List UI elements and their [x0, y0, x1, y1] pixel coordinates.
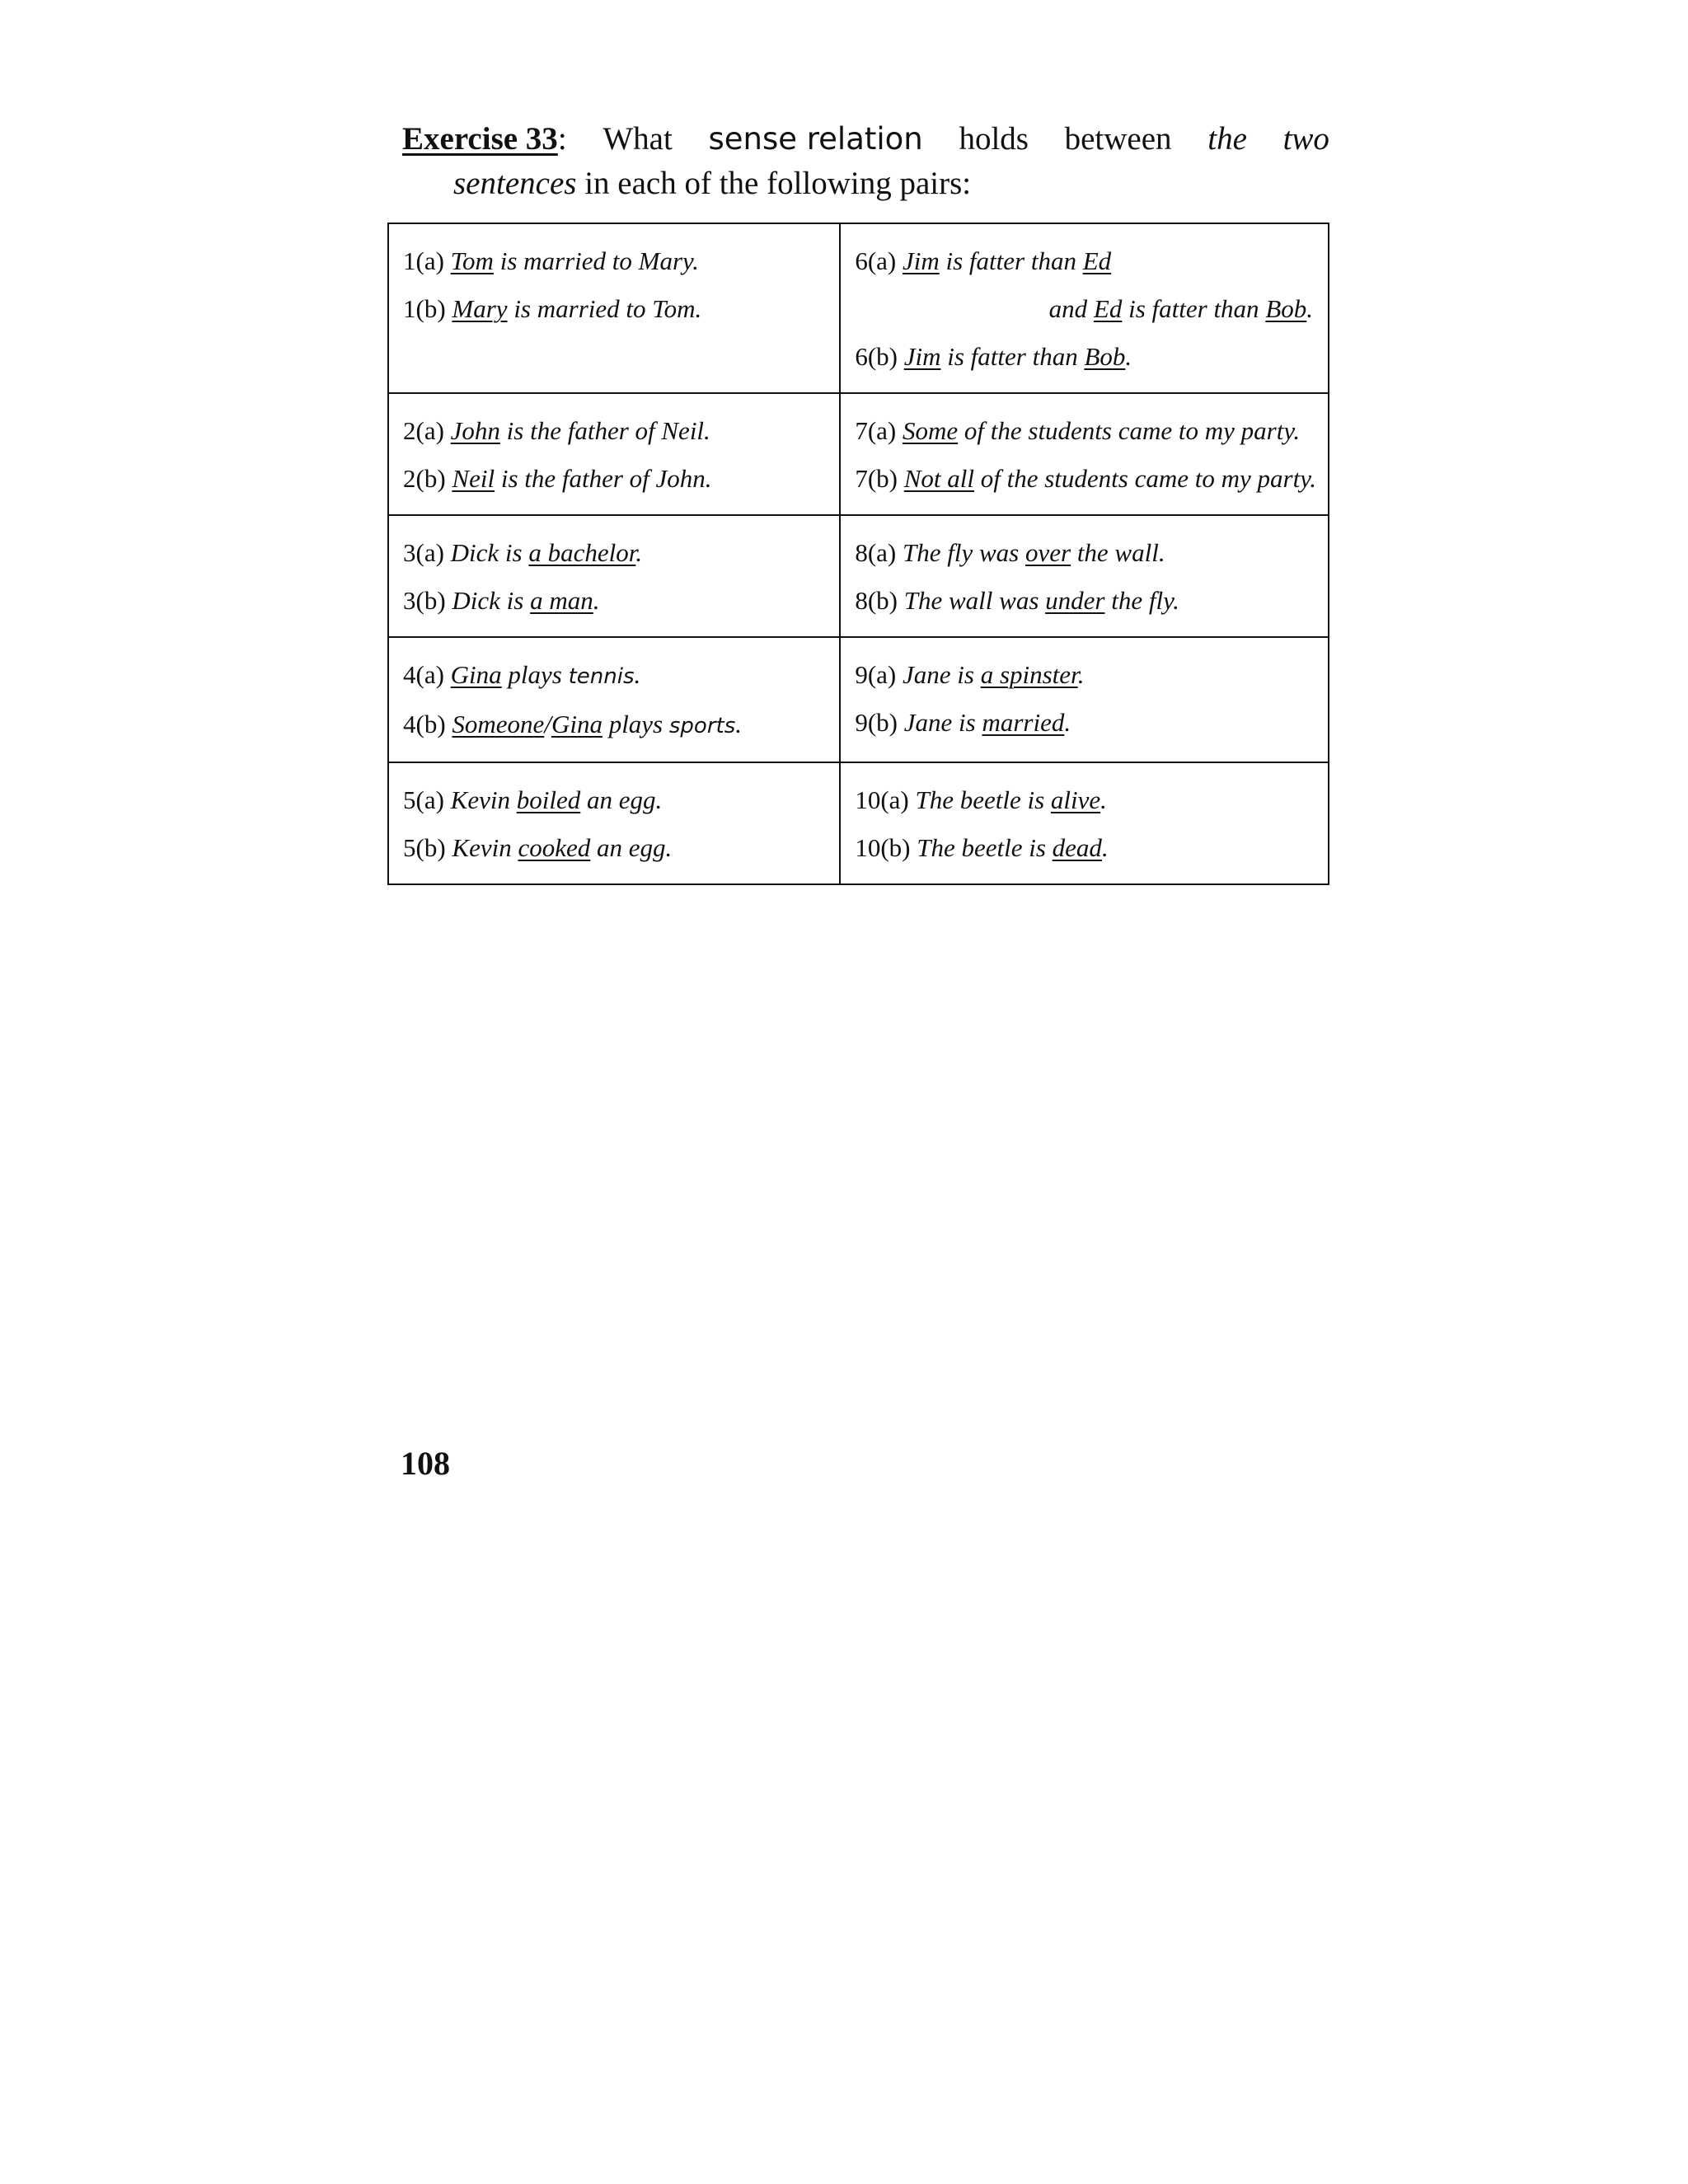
sentence-end: .: [1077, 660, 1085, 689]
underlined-word: Ed: [1093, 294, 1123, 323]
sentence-2b: [403, 455, 828, 503]
table-row: [388, 637, 1329, 762]
sentence-text: the fly.: [1111, 586, 1179, 615]
sentence-pairs-table: [387, 223, 1329, 885]
exercise-label-group: [402, 117, 567, 162]
sentence-text: Jane is: [902, 660, 974, 689]
sentence-text: plays: [608, 710, 663, 738]
sentence-9b: [855, 699, 1316, 747]
item-number: 1(b): [403, 294, 446, 323]
sentence-text: Jane is: [903, 708, 976, 737]
sentence-text: is married to Tom.: [513, 294, 702, 323]
sentence-1a: [403, 237, 828, 285]
sentence-1b: [403, 285, 828, 333]
sans-word: sports: [668, 714, 736, 738]
item-number: 7(a): [855, 416, 897, 445]
sentence-text: is married to Mary.: [499, 246, 699, 275]
sentence-5a: [403, 776, 828, 824]
underlined-word: Tom: [450, 246, 494, 275]
underlined-word: Gina: [551, 710, 603, 738]
word-sentences: sentences: [453, 166, 577, 201]
item-number: 7(b): [855, 464, 898, 493]
sentence-text: Dick is: [450, 538, 523, 567]
item-number: 10(b): [855, 833, 911, 862]
table-cell-left: [388, 515, 840, 637]
underlined-word: Mary: [452, 294, 508, 323]
item-number: 9(b): [855, 708, 898, 737]
table-cell-left: [388, 223, 840, 393]
sentence-6a: [855, 237, 1316, 285]
underlined-word: John: [450, 416, 500, 445]
table-row: [388, 515, 1329, 637]
table-cell-right: [840, 637, 1329, 762]
sentence-10a: [855, 776, 1316, 824]
sentence-end: .: [634, 660, 641, 689]
item-number: 9(a): [855, 660, 897, 689]
sentence-4b: [403, 701, 828, 750]
sentence-text: an egg.: [597, 833, 673, 862]
sentence-end: .: [1100, 785, 1107, 814]
word-between: between: [1064, 121, 1172, 157]
sentence-text: Dick is: [452, 586, 524, 615]
item-number: 6(a): [855, 246, 897, 275]
sentence-7b: [855, 455, 1316, 503]
sentence-6b: [855, 333, 1316, 381]
sentence-text: Kevin: [452, 833, 512, 862]
table-row: [388, 223, 1329, 393]
page-number: 108: [401, 1445, 450, 1482]
table-cell-left: [388, 393, 840, 515]
underlined-word: over: [1025, 538, 1071, 567]
sentence-10b: [855, 824, 1316, 872]
table-cell-right: [840, 223, 1329, 393]
sentence-4a: [403, 651, 828, 701]
item-number: 4(a): [403, 660, 444, 689]
sentence-text: The beetle is: [917, 833, 1046, 862]
exercise-title: Exercise 33: [402, 121, 558, 157]
underlined-word: cooked: [518, 833, 591, 862]
keyword-sense-relation: sense relation: [708, 121, 923, 157]
heading-line-1: [402, 117, 1329, 162]
item-number: 1(a): [403, 246, 444, 275]
underlined-word: Bob: [1084, 342, 1126, 371]
underlined-word: a man: [530, 586, 593, 615]
sentence-text: The fly was: [902, 538, 1020, 567]
sentence-text: the wall.: [1076, 538, 1165, 567]
sentence-5b: [403, 824, 828, 872]
sentence-text: an egg.: [586, 785, 663, 814]
item-number: 5(b): [403, 833, 446, 862]
underlined-word: boiled: [516, 785, 581, 814]
exercise-colon: :: [557, 121, 567, 157]
sentence-end: .: [635, 538, 643, 567]
table-cell-left: [388, 637, 840, 762]
slash: /: [544, 710, 551, 738]
underlined-word: Someone: [452, 710, 545, 738]
sentence-6a-continued: [855, 285, 1316, 333]
table-cell-right: [840, 393, 1329, 515]
sentence-text: The beetle is: [915, 785, 1045, 814]
underlined-word: Not all: [903, 464, 974, 493]
underlined-word: Some: [902, 416, 959, 445]
underlined-word: a bachelor: [528, 538, 636, 567]
table-cell-left: [388, 762, 840, 884]
sentence-8b: [855, 577, 1316, 625]
underlined-word: Jim: [903, 342, 941, 371]
item-number: 8(b): [855, 586, 898, 615]
underlined-word: married: [982, 708, 1065, 737]
sentence-7a: [855, 407, 1316, 455]
underlined-word: a spinster: [980, 660, 1078, 689]
word-holds: holds: [959, 121, 1029, 157]
underlined-word: Bob: [1265, 294, 1307, 323]
sentence-text: of the students came to my party.: [980, 464, 1316, 493]
table-row: [388, 393, 1329, 515]
sentence-end: .: [593, 586, 600, 615]
sentence-text: is the father of John.: [500, 464, 712, 493]
table-cell-right: [840, 515, 1329, 637]
sentence-end: .: [1064, 708, 1071, 737]
sentence-end: .: [1101, 833, 1109, 862]
word-two: two: [1282, 121, 1329, 157]
item-number: 5(a): [403, 785, 444, 814]
sentence-8a: [855, 529, 1316, 577]
sentence-text: plays: [508, 660, 562, 689]
table-cell-right: [840, 762, 1329, 884]
sentence-text: and: [1048, 294, 1088, 323]
sentence-text: is fatter than: [945, 246, 1076, 275]
sentence-text: of the students came to my party.: [964, 416, 1301, 445]
sentence-3a: [403, 529, 828, 577]
table-row: [388, 762, 1329, 884]
underlined-word: Ed: [1082, 246, 1112, 275]
item-number: 6(b): [855, 342, 898, 371]
underlined-word: alive: [1050, 785, 1101, 814]
sentence-3b: [403, 577, 828, 625]
item-number: 2(b): [403, 464, 446, 493]
sentence-2a: [403, 407, 828, 455]
sentence-end: .: [1125, 342, 1132, 371]
exercise-heading: [402, 117, 1329, 206]
sentence-text: is the father of Neil.: [506, 416, 710, 445]
item-number: 3(b): [403, 586, 446, 615]
sentence-9a: [855, 651, 1316, 699]
heading-line-2: [402, 162, 1329, 206]
item-number: 10(a): [855, 785, 909, 814]
sans-word: tennis: [568, 664, 635, 689]
word-what: What: [603, 121, 673, 157]
sentence-text: is fatter than: [947, 342, 1078, 371]
word-the: the: [1207, 121, 1247, 157]
item-number: 4(b): [403, 710, 446, 738]
underlined-word: Neil: [452, 464, 495, 493]
sentence-text: is fatter than: [1128, 294, 1259, 323]
underlined-word: dead: [1052, 833, 1102, 862]
sentence-text: Kevin: [450, 785, 510, 814]
sentence-end: .: [735, 710, 743, 738]
sentence-text: The wall was: [903, 586, 1039, 615]
sentence-end: .: [1306, 294, 1313, 323]
underlined-word: Jim: [902, 246, 940, 275]
item-number: 8(a): [855, 538, 897, 567]
underlined-word: Gina: [450, 660, 502, 689]
item-number: 2(a): [403, 416, 444, 445]
heading-rest: in each of the following pairs:: [584, 166, 972, 201]
underlined-word: under: [1045, 586, 1105, 615]
item-number: 3(a): [403, 538, 444, 567]
